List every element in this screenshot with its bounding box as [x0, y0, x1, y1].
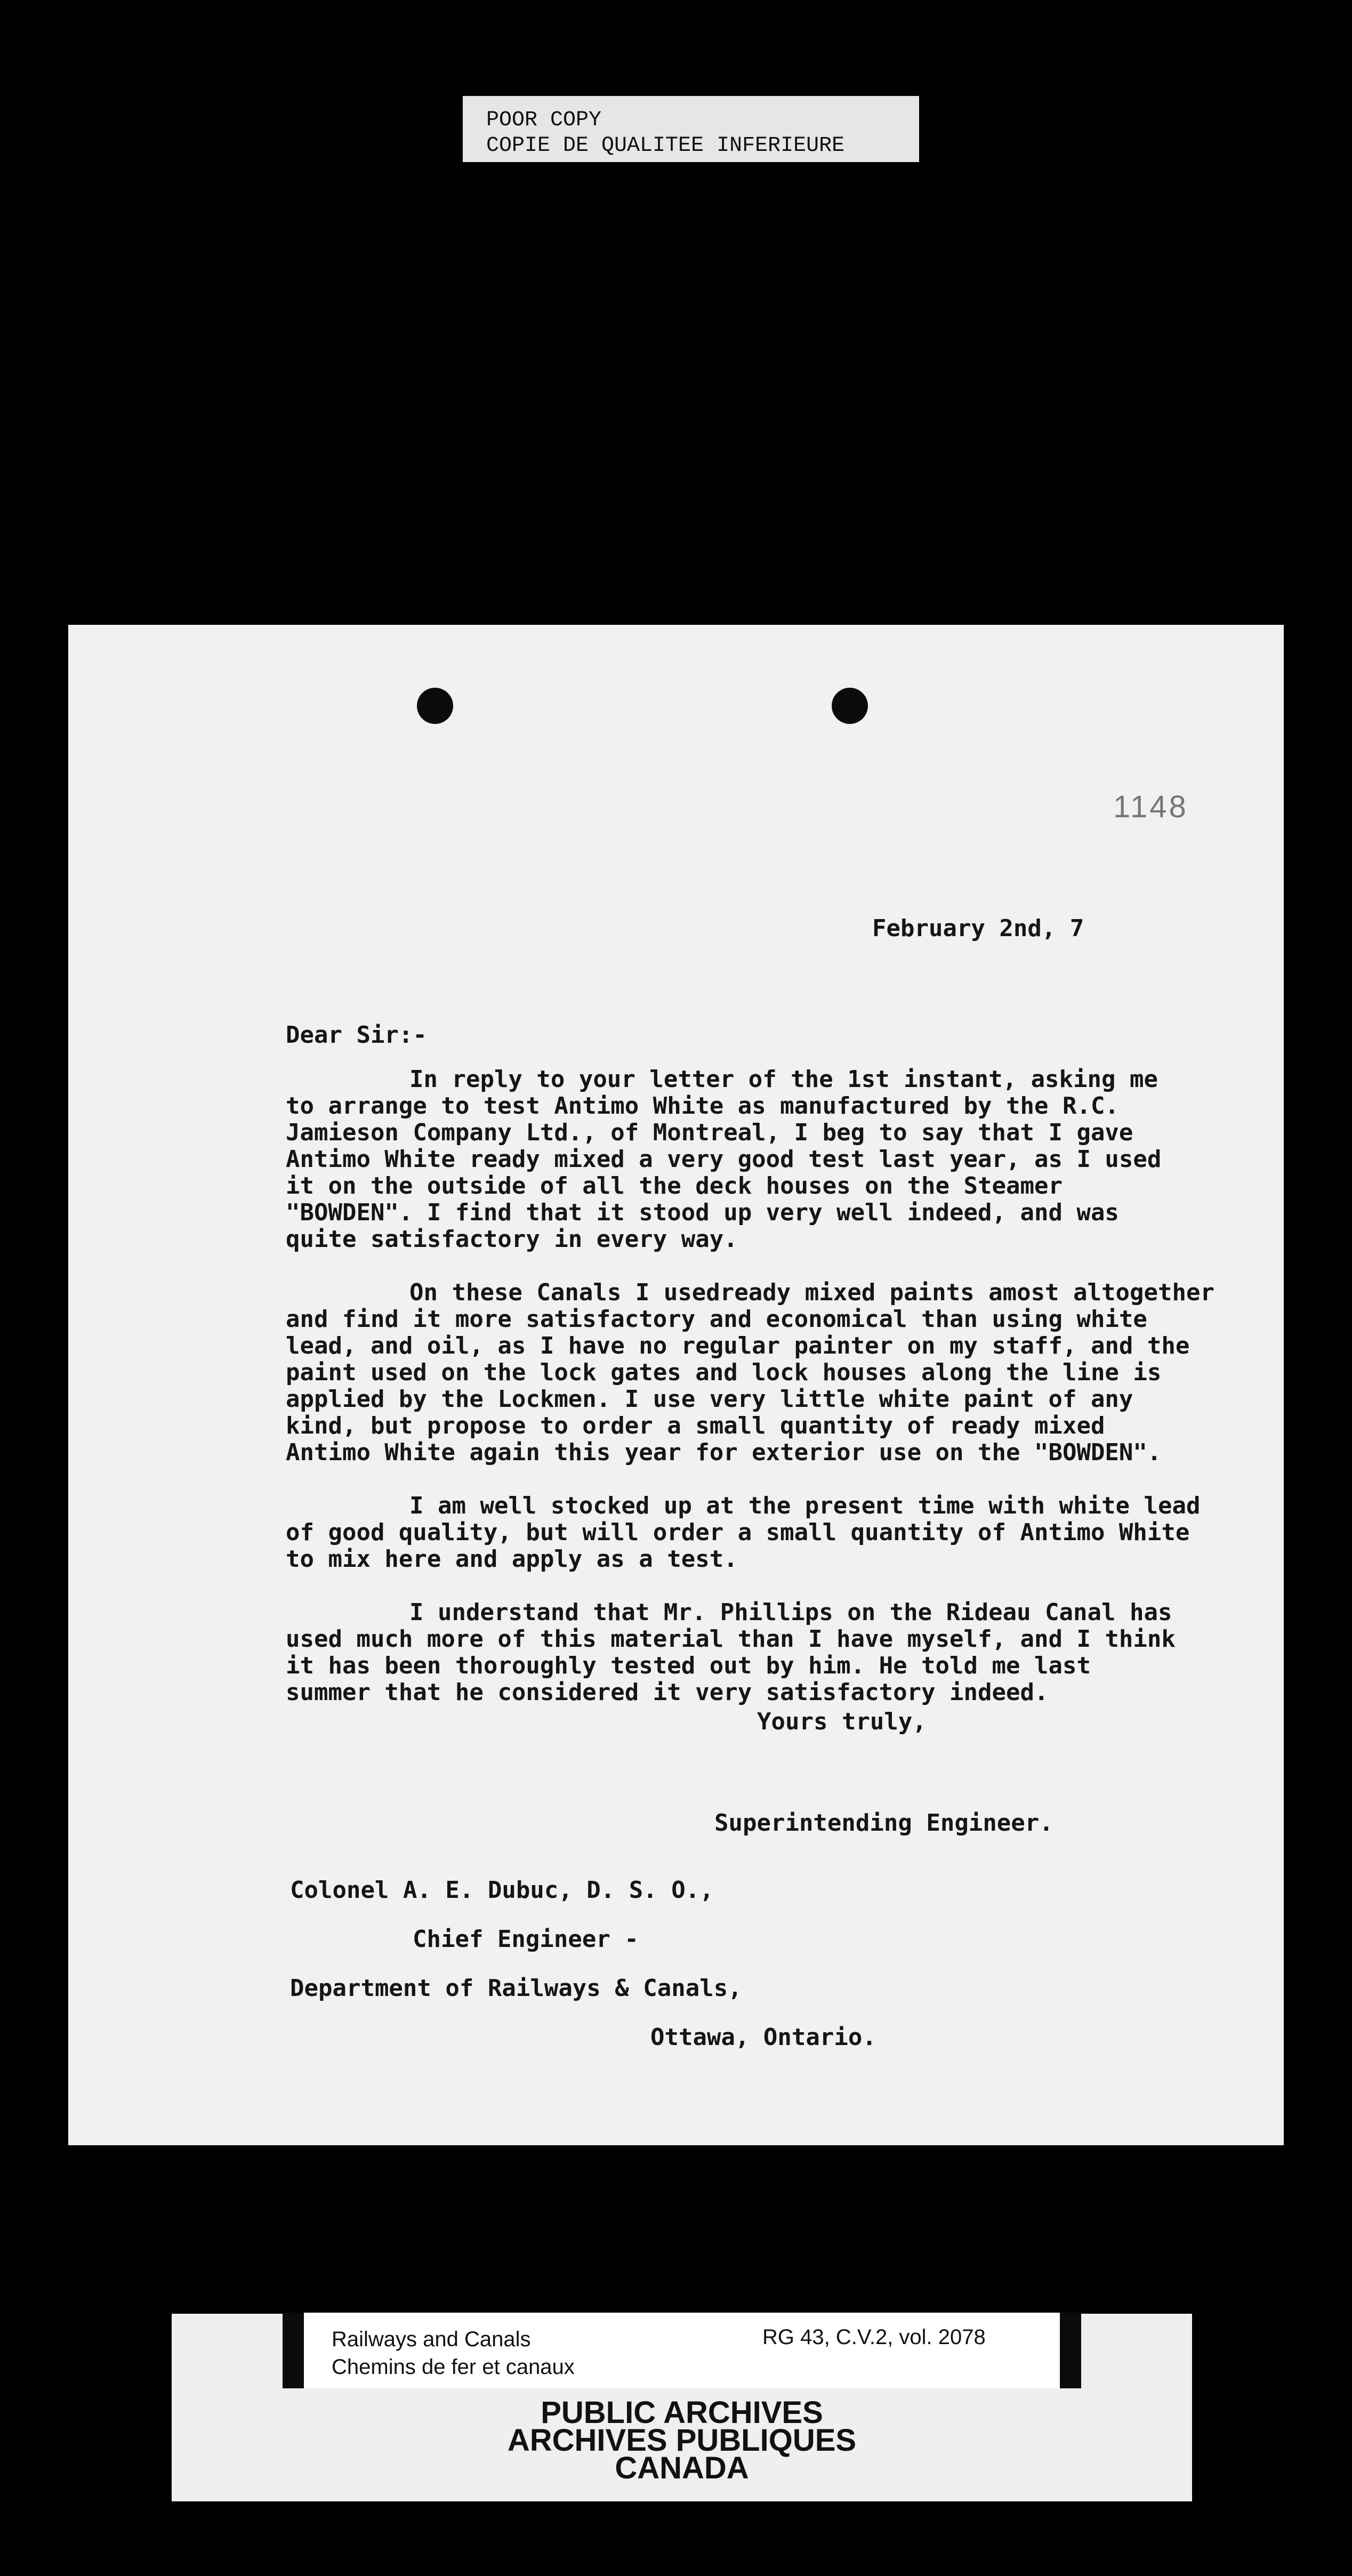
- text-line: lead, and oil, as I have no regular painter on my staff, and the: [286, 1332, 1190, 1359]
- poor-copy-stamp: [463, 96, 919, 162]
- text-line: In reply to your letter of the 1st instant, asking me: [409, 1066, 1158, 1093]
- text-line: "BOWDEN". I find that it stood up very well indeed, and was: [286, 1199, 1119, 1226]
- archive-reference: RG 43, C.V.2, vol. 2078: [762, 2325, 986, 2349]
- archive-country: CANADA: [615, 2451, 749, 2485]
- fonds-names: [332, 2325, 575, 2381]
- letter-body: [286, 1066, 1214, 1733]
- text-line: Jamieson Company Ltd., of Montreal, I beg to say that I gave: [286, 1119, 1133, 1146]
- text-line: it on the outside of all the deck houses on the Steamer: [286, 1172, 1063, 1200]
- text-line: paint used on the lock gates and lock houses along the line is: [286, 1359, 1162, 1386]
- paragraph: [286, 1279, 1214, 1466]
- address-line: Colonel A. E. Dubuc, D. S. O.,: [290, 1877, 714, 1904]
- file-number: 1148: [1113, 790, 1188, 824]
- text-line: On these Canals I usedready mixed paints amost altogether: [409, 1279, 1214, 1306]
- salutation: Dear Sir:-: [286, 1021, 427, 1049]
- closing: Yours truly,: [757, 1708, 927, 1735]
- text-line: to arrange to test Antimo White as manufactured by the R.C.: [286, 1092, 1119, 1120]
- text-line: and find it more satisfactory and economical than using white: [286, 1306, 1147, 1333]
- paragraph: [286, 1066, 1214, 1253]
- address-line: Chief Engineer -: [413, 1926, 639, 1953]
- text-line: used much more of this material than I have myself, and I think: [286, 1625, 1176, 1653]
- fonds-english: Railways and Canals: [332, 2328, 531, 2351]
- text-line: to mix here and apply as a test.: [286, 1545, 738, 1573]
- signature-title: Superintending Engineer.: [714, 1809, 1053, 1837]
- address-line: Ottawa, Ontario.: [650, 2024, 876, 2051]
- poor-copy-label-french: COPIE DE QUALITEE INFERIEURE: [486, 134, 845, 158]
- address-line: Department of Railways & Canals,: [290, 1975, 742, 2002]
- archive-reference-card: [283, 2313, 1081, 2388]
- punch-hole-left: [417, 688, 453, 724]
- fonds-french: Chemins de fer et canaux: [332, 2355, 575, 2379]
- archive-name-english: PUBLIC ARCHIVES: [541, 2395, 823, 2430]
- paragraph: [286, 1599, 1214, 1706]
- text-line: I am well stocked up at the present time with white lead: [409, 1492, 1201, 1519]
- text-line: kind, but propose to order a small quantity of ready mixed: [286, 1412, 1105, 1439]
- letter-date: February 2nd, 7: [872, 915, 1084, 942]
- text-line: summer that he considered it very satisfactory indeed.: [286, 1679, 1049, 1706]
- punch-hole-right: [832, 688, 868, 724]
- text-line: Antimo White ready mixed a very good test last year, as I used: [286, 1146, 1162, 1173]
- text-line: I understand that Mr. Phillips on the Rideau Canal has: [409, 1599, 1172, 1626]
- text-line: of good quality, but will order a small quantity of Antimo White: [286, 1519, 1190, 1546]
- text-line: quite satisfactory in every way.: [286, 1226, 738, 1253]
- archive-name-french: ARCHIVES PUBLIQUES: [507, 2423, 857, 2458]
- text-line: it has been thoroughly tested out by him. He told me last: [286, 1652, 1091, 1679]
- text-line: applied by the Lockmen. I use very little white paint of any: [286, 1386, 1133, 1413]
- poor-copy-label: POOR COPY: [486, 108, 602, 132]
- archive-institution: [172, 2395, 1192, 2485]
- paragraph: [286, 1493, 1214, 1573]
- text-line: Antimo White again this year for exterior use on the "BOWDEN".: [286, 1439, 1162, 1466]
- recipient-address: [290, 1866, 876, 2062]
